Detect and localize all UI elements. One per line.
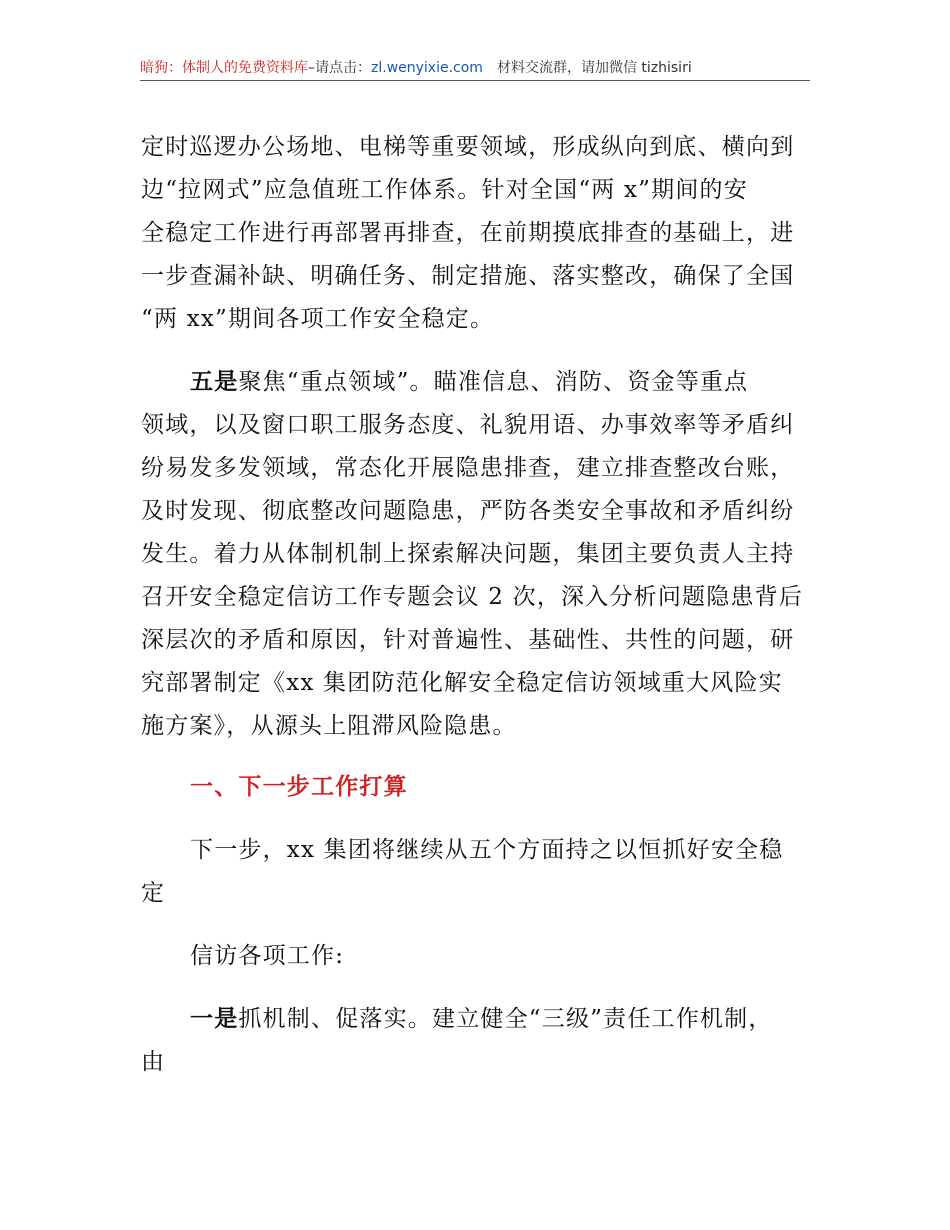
paragraph-2 [141,361,813,748]
text-line: 边“拉网式”应急值班工作体系。针对全国“两 x”期间的安 [141,177,748,203]
header-contact: 材料交流群，请加微信 tizhisiri [496,60,692,76]
text-line: 下一步，xx 集团将继续从五个方面持之以恒抓好安全稳 [190,837,784,863]
text-line: 一步查漏补缺、明确任务、制定措施、落实整改，确保了全国 [141,263,795,289]
text-line: 纷易发多发领域，常态化开展隐患排查，建立排查整改台账， [141,455,795,481]
text-line: 聚焦“重点领域”。瞄准信息、消防、资金等重点 [238,369,749,395]
text-line: 定时巡逻办公场地、电梯等重要领域，形成纵向到底、横向到 [141,134,795,160]
text-line: 由 [141,1049,166,1075]
text-line: 施方案》，从源头上阻滞风险隐患。 [141,713,517,739]
text-line: 发生。着力从体制机制上探索解决问题，集团主要负责人主持 [141,541,795,567]
paragraph-lead: 五是 [190,369,239,395]
text-line: 及时发现、彻底整改问题隐患，严防各类安全事故和矛盾纠纷 [141,498,795,524]
section-heading: 一、下一步工作打算 [190,774,408,800]
header-site-name: 暗狗：体制人的免费资料库 [140,60,308,76]
text-line: 定 [141,880,166,906]
page-header [140,58,810,80]
text-line: 深层次的矛盾和原因，针对普遍性、基础性、共性的问题，研 [141,627,795,653]
header-link-prefix: –请点击： [308,60,371,76]
text-line: 究部署制定《xx 集团防范化解安全稳定信访领域重大风险实 [141,670,783,696]
header-divider [140,80,810,81]
paragraph-lead: 一是 [190,1006,239,1032]
text-line: 领域，以及窗口职工服务态度、礼貌用语、办事效率等矛盾纠 [141,412,795,438]
text-line: “两 xx”期间各项工作安全稳定。 [141,306,495,332]
header-link[interactable]: zl.wenyixie.com [371,60,483,76]
paragraph-3 [141,829,813,915]
text-line: 召开安全稳定信访工作专题会议 2 次，深入分析问题隐患背后 [141,584,804,610]
paragraph-5 [141,998,813,1084]
paragraph-4: 信访各项工作: [190,943,345,969]
paragraph-1 [141,126,813,341]
document-body [141,126,813,1084]
text-line: 全稳定工作进行再部署再排查，在前期摸底排查的基础上，进 [141,220,795,246]
text-line: 抓机制、促落实。建立健全“三级”责任工作机制， [238,1006,773,1032]
